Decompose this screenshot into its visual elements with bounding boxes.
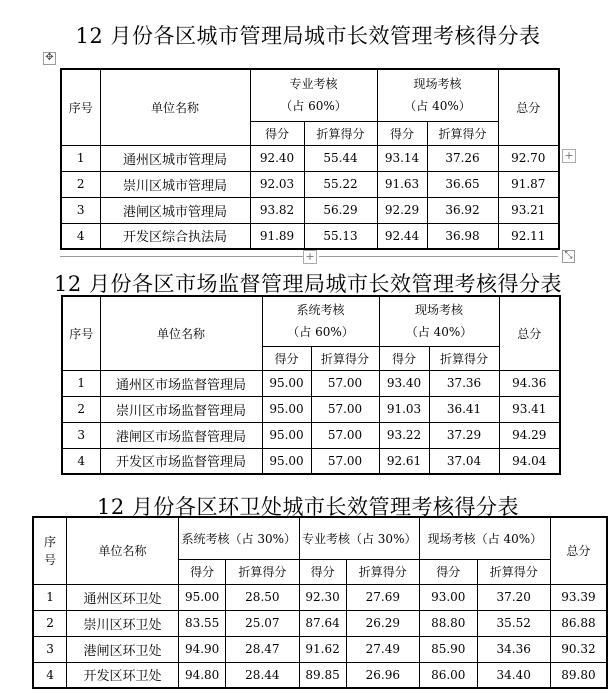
table-move-handle-icon[interactable]: ✥ — [43, 52, 56, 65]
cell-unit-name: 开发区市场监督管理局 — [100, 448, 262, 474]
table-row — [61, 145, 559, 171]
table1-title: 12 月份各区城市管理局城市长效管理考核得分表 — [75, 24, 541, 48]
cell-unit-name: 港闸区环卫处 — [67, 636, 179, 662]
header-score: 得分 — [262, 346, 311, 370]
table3 — [32, 516, 608, 689]
cell-seq: 2 — [61, 171, 100, 197]
cell-unit-name: 港闸区市场监督管理局 — [100, 422, 262, 448]
cell-a-converted: 28.50 — [226, 584, 299, 610]
cell-a-score: 95.00 — [262, 396, 311, 422]
table1 — [60, 68, 560, 250]
cell-unit-name: 通州区市场监督管理局 — [100, 370, 262, 396]
cell-seq: 1 — [61, 145, 100, 171]
cell-unit-name: 通州区城市管理局 — [100, 145, 250, 171]
cell-a-score: 93.82 — [250, 197, 304, 223]
header-group-b — [377, 69, 498, 121]
header-score: 得分 — [299, 559, 346, 584]
cell-seq: 3 — [62, 422, 100, 448]
header-group-b-name: 现场考核 — [414, 303, 463, 318]
cell-b-converted: 37.04 — [429, 448, 499, 474]
cell-total: 94.29 — [499, 422, 560, 448]
cell-seq: 2 — [33, 610, 67, 636]
header-score: 得分 — [377, 121, 427, 145]
cell-a-converted: 57.00 — [311, 448, 379, 474]
cell-b-converted: 37.29 — [429, 422, 499, 448]
cell-a-converted: 57.00 — [311, 396, 379, 422]
cell-b-score: 92.61 — [379, 448, 429, 474]
cell-b-score: 92.30 — [299, 584, 346, 610]
cell-seq: 3 — [61, 197, 100, 223]
table-row — [33, 610, 607, 636]
cell-total: 92.70 — [498, 145, 559, 171]
header-group-a-name: 系统考核 — [296, 303, 345, 318]
cell-a-score: 95.00 — [262, 370, 311, 396]
table2 — [61, 295, 561, 475]
cell-b-score: 87.64 — [299, 610, 346, 636]
cell-a-score: 91.89 — [250, 223, 304, 249]
cell-total: 94.36 — [499, 370, 560, 396]
header-converted: 折算得分 — [427, 121, 498, 145]
cell-a-score: 92.40 — [250, 145, 304, 171]
header-seq: 序号 — [61, 69, 100, 145]
cell-a-score: 95.00 — [179, 584, 226, 610]
cell-total: 90.32 — [550, 636, 607, 662]
cell-b-converted: 27.49 — [346, 636, 419, 662]
cell-a-score: 95.00 — [262, 448, 311, 474]
header-group-a: 系统考核（占 30%） — [179, 517, 299, 559]
table2-title: 12 月份各区市场监督管理局城市长效管理考核得分表 — [54, 272, 562, 296]
cell-seq: 4 — [33, 662, 67, 688]
header-converted: 折算得分 — [429, 346, 499, 370]
cell-total: 94.04 — [499, 448, 560, 474]
header-group-a — [250, 69, 377, 121]
cell-a-score: 95.00 — [262, 422, 311, 448]
cell-a-converted: 57.00 — [311, 422, 379, 448]
table-resize-handle-icon[interactable]: ⤡ — [562, 250, 575, 263]
header-total: 总分 — [550, 517, 607, 584]
header-unit-name: 单位名称 — [100, 69, 250, 145]
cell-unit-name: 开发区综合执法局 — [100, 223, 250, 249]
cell-c-converted: 34.40 — [477, 662, 550, 688]
cell-b-converted: 37.36 — [429, 370, 499, 396]
cell-c-score: 93.00 — [419, 584, 477, 610]
header-group-b-pct: （占 40%） — [404, 99, 471, 114]
table-row — [33, 636, 607, 662]
cell-b-score: 91.03 — [379, 396, 429, 422]
table2-header-row-1 — [62, 296, 560, 346]
header-score: 得分 — [379, 346, 429, 370]
cell-seq: 4 — [61, 223, 100, 249]
header-converted: 折算得分 — [311, 346, 379, 370]
header-group-a — [262, 296, 379, 346]
table-row — [61, 223, 559, 249]
cell-b-score: 89.85 — [299, 662, 346, 688]
cell-b-converted: 37.26 — [427, 145, 498, 171]
header-score: 得分 — [250, 121, 304, 145]
cell-total: 86.88 — [550, 610, 607, 636]
cell-a-converted: 55.22 — [304, 171, 377, 197]
header-group-c: 现场考核（占 40%） — [419, 517, 550, 559]
cell-b-converted: 36.98 — [427, 223, 498, 249]
cell-unit-name: 崇川区市场监督管理局 — [100, 396, 262, 422]
cell-b-converted: 36.41 — [429, 396, 499, 422]
cell-seq: 3 — [33, 636, 67, 662]
header-total: 总分 — [499, 296, 560, 370]
cell-b-converted: 36.65 — [427, 171, 498, 197]
cell-b-converted: 26.96 — [346, 662, 419, 688]
cell-b-score: 91.63 — [377, 171, 427, 197]
cell-b-score: 91.62 — [299, 636, 346, 662]
cell-seq: 4 — [62, 448, 100, 474]
cell-total: 93.21 — [498, 197, 559, 223]
row-insert-guide-left — [60, 256, 305, 257]
cell-c-converted: 35.52 — [477, 610, 550, 636]
cell-a-score: 94.90 — [179, 636, 226, 662]
cell-b-score: 93.22 — [379, 422, 429, 448]
cell-unit-name: 崇川区城市管理局 — [100, 171, 250, 197]
cell-total: 93.39 — [550, 584, 607, 610]
cell-c-converted: 34.36 — [477, 636, 550, 662]
header-seq-line-2: 号 — [44, 552, 57, 567]
table-row — [61, 197, 559, 223]
table-row — [62, 396, 560, 422]
header-unit-name: 单位名称 — [67, 517, 179, 584]
cell-seq: 1 — [33, 584, 67, 610]
table-row — [33, 584, 607, 610]
header-group-a-pct: （占 60%） — [287, 325, 354, 340]
cell-unit-name: 通州区环卫处 — [67, 584, 179, 610]
cell-a-score: 92.03 — [250, 171, 304, 197]
cell-a-score: 83.55 — [179, 610, 226, 636]
cell-unit-name: 开发区环卫处 — [67, 662, 179, 688]
table1-header-row-1 — [61, 69, 559, 121]
cell-unit-name: 港闸区城市管理局 — [100, 197, 250, 223]
header-score: 得分 — [179, 559, 226, 584]
table-row — [33, 662, 607, 688]
add-row-plus-icon[interactable]: + — [303, 250, 317, 264]
add-column-plus-icon[interactable]: + — [562, 149, 576, 163]
table-row — [62, 448, 560, 474]
header-group-b-name: 现场考核 — [413, 77, 462, 92]
cell-a-converted: 56.29 — [304, 197, 377, 223]
cell-b-score: 92.29 — [377, 197, 427, 223]
header-group-a-name: 专业考核 — [289, 77, 338, 92]
cell-total: 91.87 — [498, 171, 559, 197]
cell-b-converted: 26.29 — [346, 610, 419, 636]
header-total: 总分 — [498, 69, 559, 145]
cell-total: 93.41 — [499, 396, 560, 422]
cell-seq: 1 — [62, 370, 100, 396]
table-row — [62, 370, 560, 396]
cell-total: 92.11 — [498, 223, 559, 249]
cell-c-score: 85.90 — [419, 636, 477, 662]
cell-total: 89.80 — [550, 662, 607, 688]
table-row — [61, 171, 559, 197]
header-score: 得分 — [419, 559, 477, 584]
header-seq-line-1: 序 — [44, 534, 57, 549]
table-row — [62, 422, 560, 448]
cell-a-converted: 57.00 — [311, 370, 379, 396]
header-group-a-pct: （占 60%） — [280, 99, 347, 114]
cell-seq: 2 — [62, 396, 100, 422]
cell-a-converted: 28.44 — [226, 662, 299, 688]
cell-b-converted: 27.69 — [346, 584, 419, 610]
header-converted: 折算得分 — [346, 559, 419, 584]
header-group-b-pct: （占 40%） — [405, 325, 473, 340]
cell-a-score: 94.80 — [179, 662, 226, 688]
cell-c-converted: 37.20 — [477, 584, 550, 610]
cell-b-score: 92.44 — [377, 223, 427, 249]
cell-b-score: 93.14 — [377, 145, 427, 171]
cell-a-converted: 28.47 — [226, 636, 299, 662]
header-group-b: 专业考核（占 30%） — [299, 517, 419, 559]
header-seq: 序号 — [62, 296, 100, 370]
cell-b-score: 93.40 — [379, 370, 429, 396]
header-seq — [33, 517, 67, 584]
cell-c-score: 88.80 — [419, 610, 477, 636]
cell-unit-name: 崇川区环卫处 — [67, 610, 179, 636]
cell-b-converted: 36.92 — [427, 197, 498, 223]
row-insert-guide-right — [319, 256, 558, 257]
table3-header-row-1 — [33, 517, 607, 559]
header-converted: 折算得分 — [477, 559, 550, 584]
cell-c-score: 86.00 — [419, 662, 477, 688]
header-group-b — [379, 296, 499, 346]
cell-a-converted: 25.07 — [226, 610, 299, 636]
header-unit-name: 单位名称 — [100, 296, 262, 370]
cell-a-converted: 55.44 — [304, 145, 377, 171]
header-converted: 折算得分 — [226, 559, 299, 584]
header-converted: 折算得分 — [304, 121, 377, 145]
cell-a-converted: 55.13 — [304, 223, 377, 249]
table3-title: 12 月份各区环卫处城市长效管理考核得分表 — [97, 495, 519, 519]
